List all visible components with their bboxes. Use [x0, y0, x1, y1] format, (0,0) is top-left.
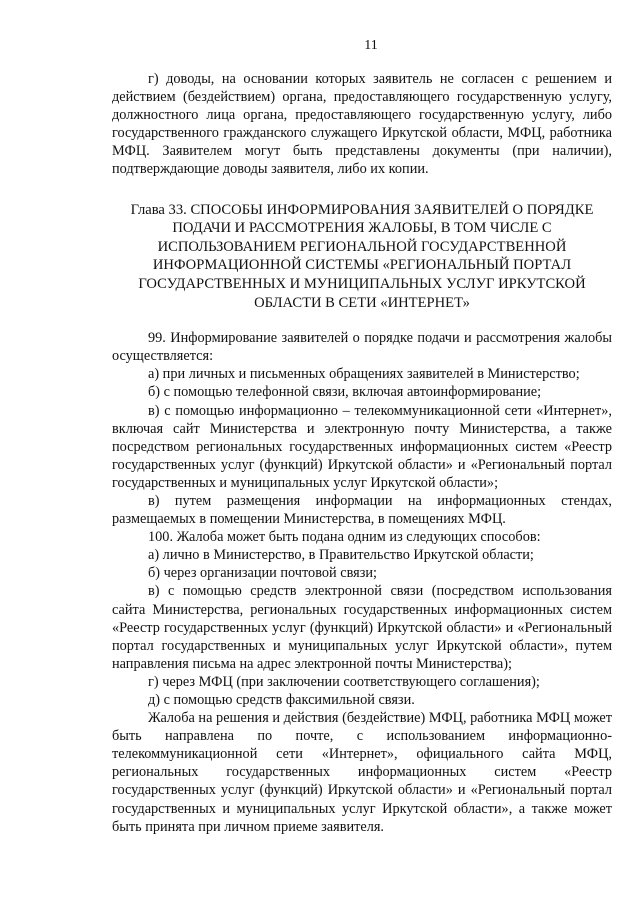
section-100 — [112, 528, 612, 836]
section-100-item-g: г) через МФЦ (при заключении соответствующего соглашения); — [148, 673, 540, 690]
chapter-title: Глава 33. СПОСОБЫ ИНФОРМИРОВАНИЯ ЗАЯВИТЕЛЕЙ О ПОРЯДКЕ ПОДАЧИ И РАССМОТРЕНИЯ ЖАЛОБЫ, В ТОМ ЧИСЛЕ С ИСПОЛЬЗОВАНИЕМ РЕГИОНАЛЬНОЙ ГОСУДАРСТВЕННОЙ ИНФОРМАЦИОННОЙ СИСТЕМЫ «РЕГИОНАЛЬНЫЙ ПОРТАЛ ГОСУДАРСТВЕННЫХ И МУНИЦИПАЛЬНЫХ УСЛУГ ИРКУТСКОЙ ОБЛАСТИ В СЕТИ «ИНТЕРНЕТ» — [130, 201, 594, 311]
section-99-item-a: а) при личных и письменных обращениях заявителей в Министерство; — [148, 366, 580, 383]
section-100-item-a: а) лично в Министерство, в Правительство Иркутской области; — [148, 547, 534, 564]
section-100-item-b: б) через организации почтовой связи; — [148, 565, 377, 582]
section-100-lead: 100. Жалоба может быть подана одним из следующих способов: — [148, 529, 541, 546]
section-100-closing: Жалоба на решения и действия (бездействие) МФЦ, работника МФЦ может быть направлена по почте, с использованием информационно-телекоммуникационной сети «Интернет», официального сайта МФЦ, региональных государственных информационных систем «Реестр государственных услуг (функций) Иркутской области» и «Региональный портал государственных и муниципальных услуг Иркутской области», а также может быть принята при личном приеме заявителя. — [112, 710, 612, 835]
intro-paragraph: г) доводы, на основании которых заявитель не согласен с решением и действием (бездействием) органа, предоставляющего государственную услугу, должностного лица органа, предоставляющего государственную услугу, либо государственного гражданского служащего Иркутской области, МФЦ, работника МФЦ. Заявителем могут быть представлены документы (при наличии), подтверждающие доводы заявителя, либо их копии. — [112, 71, 612, 178]
section-99-item-b: б) с помощью телефонной связи, включая автоинформирование; — [148, 384, 542, 401]
section-99-item-v: в) с помощью информационно – телекоммуникационной сети «Интернет», включая сайт Министерства и электронную почту Министерства, а также посредством региональных государственных информационных систем «Реестр государственных услуг (функций) Иркутской области» и «Региональный портал государственных и муниципальных услуг Иркутской области»; — [112, 402, 612, 491]
page-number: 11 — [364, 38, 378, 53]
section-100-item-v: в) с помощью средств электронной связи (посредством использования сайта Министерства, региональных государственных информационных систем «Реестр государственных услуг (функций) Иркутской области» и «Региональный портал государственных и муниципальных услуг Иркутской области», путем направления письма на адрес электронной почты Министерства); — [112, 583, 612, 672]
section-99 — [112, 329, 612, 528]
section-100-item-d: д) с помощью средств факсимильной связи. — [148, 692, 415, 708]
section-99-lead: 99. Информирование заявителей о порядке подачи и рассмотрения жалобы осуществляется: — [112, 330, 612, 365]
section-99-item-v2: в) путем размещения информации на информационных стендах, размещаемых в помещении Министерства, в помещениях МФЦ. — [112, 492, 612, 528]
